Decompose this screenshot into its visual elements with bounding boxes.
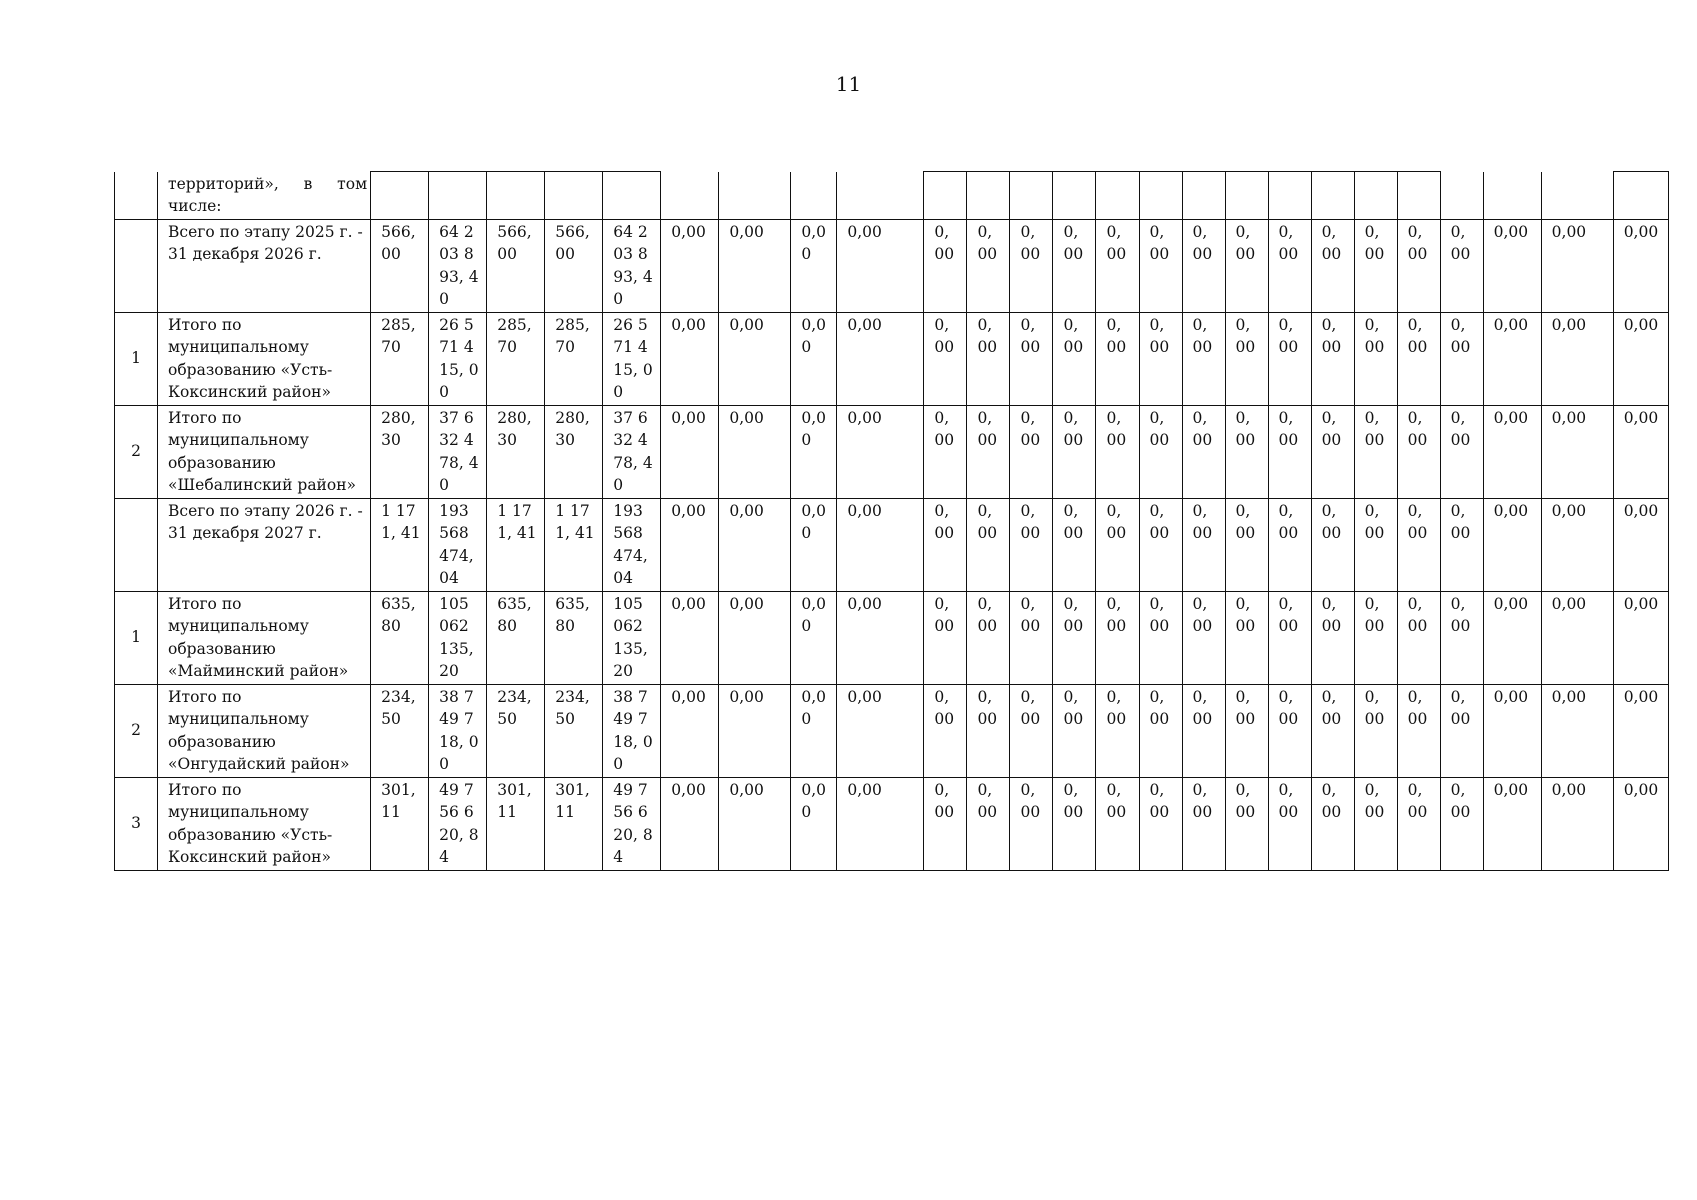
row-label-cell: территорий», в том числе: [158, 172, 371, 220]
amount-cell: 0, 00 [1139, 591, 1182, 684]
amount-cell: 0, 00 [1354, 591, 1397, 684]
amount-cell: 0,0 0 [791, 312, 837, 405]
amount-cell: 193 568 474, 04 [429, 498, 487, 591]
amount-cell: 0, 00 [1311, 219, 1354, 312]
amount-cell: 0,0 0 [791, 405, 837, 498]
amount-cell: 0, 00 [1268, 405, 1311, 498]
amount-cell: 0, 00 [1139, 684, 1182, 777]
empty-cell [1268, 172, 1311, 220]
amount-cell: 0,00 [661, 219, 719, 312]
amount-cell: 0,00 [1541, 684, 1613, 777]
amount-cell: 38 749 718, 00 [429, 684, 487, 777]
amount-cell: 0, 00 [1440, 684, 1483, 777]
amount-cell: 0,00 [1483, 498, 1541, 591]
amount-cell: 0, 00 [1182, 219, 1225, 312]
empty-cell [791, 172, 837, 220]
empty-cell [429, 172, 487, 220]
amount-cell: 0, 00 [1096, 777, 1139, 870]
amount-cell: 0,00 [1483, 684, 1541, 777]
data-table [114, 171, 1669, 871]
amount-cell: 0, 00 [1440, 777, 1483, 870]
amount-cell: 280, 30 [371, 405, 429, 498]
amount-cell: 0,00 [719, 219, 791, 312]
table-row [115, 591, 1669, 684]
amount-cell: 0,00 [661, 591, 719, 684]
amount-cell: 0, 00 [1182, 591, 1225, 684]
amount-cell: 0,00 [837, 684, 924, 777]
amount-cell: 0, 00 [924, 498, 967, 591]
amount-cell: 0,00 [1541, 498, 1613, 591]
amount-cell: 105 062 135, 20 [603, 591, 661, 684]
amount-cell: 0,00 [661, 684, 719, 777]
amount-cell: 0, 00 [1182, 405, 1225, 498]
amount-cell: 0, 00 [1397, 777, 1440, 870]
amount-cell: 0, 00 [1354, 498, 1397, 591]
table-body [115, 172, 1669, 871]
amount-cell: 301, 11 [371, 777, 429, 870]
amount-cell: 0, 00 [1182, 777, 1225, 870]
amount-cell: 0,00 [661, 405, 719, 498]
amount-cell: 0, 00 [1010, 591, 1053, 684]
amount-cell: 0, 00 [1182, 684, 1225, 777]
empty-cell [661, 172, 719, 220]
table-row-continuation [115, 172, 1669, 220]
amount-cell: 0,0 0 [791, 777, 837, 870]
empty-cell [1354, 172, 1397, 220]
amount-cell: 49 756 620, 84 [429, 777, 487, 870]
amount-cell: 0,0 0 [791, 498, 837, 591]
amount-cell: 0, 00 [1096, 498, 1139, 591]
amount-cell: 0,00 [1613, 684, 1668, 777]
amount-cell: 0,0 0 [791, 219, 837, 312]
empty-cell [837, 172, 924, 220]
amount-cell: 0, 00 [1096, 684, 1139, 777]
empty-cell [1440, 172, 1483, 220]
amount-cell: 0, 00 [1010, 777, 1053, 870]
amount-cell: 0, 00 [1139, 498, 1182, 591]
amount-cell: 64 203 893, 40 [603, 219, 661, 312]
amount-cell: 0,00 [1541, 777, 1613, 870]
amount-cell: 0,00 [719, 777, 791, 870]
amount-cell: 0, 00 [1354, 405, 1397, 498]
amount-cell: 0, 00 [967, 219, 1010, 312]
amount-cell: 301, 11 [545, 777, 603, 870]
row-label-cell: Итого по муниципальному образованию «Майминский район» [158, 591, 371, 684]
empty-cell [1397, 172, 1440, 220]
empty-cell [1010, 172, 1053, 220]
amount-cell: 0,00 [837, 591, 924, 684]
amount-cell: 0,00 [1613, 777, 1668, 870]
amount-cell: 0, 00 [1010, 312, 1053, 405]
amount-cell: 0,00 [1541, 312, 1613, 405]
amount-cell: 0,00 [837, 405, 924, 498]
amount-cell: 0, 00 [1010, 405, 1053, 498]
amount-cell: 37 632 478, 40 [429, 405, 487, 498]
row-number-cell [115, 219, 158, 312]
amount-cell: 0,00 [719, 591, 791, 684]
page-number: 11 [835, 72, 862, 96]
amount-cell: 566, 00 [487, 219, 545, 312]
amount-cell: 193 568 474, 04 [603, 498, 661, 591]
amount-cell: 0, 00 [1311, 777, 1354, 870]
amount-cell: 0, 00 [1182, 312, 1225, 405]
amount-cell: 0,00 [1541, 591, 1613, 684]
amount-cell: 0, 00 [1397, 405, 1440, 498]
row-label-cell: Всего по этапу 2025 г. - 31 декабря 2026 г. [158, 219, 371, 312]
amount-cell: 1 171, 41 [487, 498, 545, 591]
amount-cell: 0,0 0 [791, 591, 837, 684]
amount-cell: 0, 00 [1397, 498, 1440, 591]
amount-cell: 0,00 [1483, 591, 1541, 684]
row-label-cell: Итого по муниципальному образованию «Усть-Коксинский район» [158, 777, 371, 870]
row-number-cell: 1 [115, 591, 158, 684]
amount-cell: 0, 00 [1397, 312, 1440, 405]
amount-cell: 0, 00 [1225, 591, 1268, 684]
amount-cell: 0, 00 [1311, 591, 1354, 684]
amount-cell: 0, 00 [1440, 219, 1483, 312]
empty-cell [924, 172, 967, 220]
amount-cell: 0, 00 [1096, 591, 1139, 684]
amount-cell: 0,0 0 [791, 684, 837, 777]
amount-cell: 0, 00 [1225, 684, 1268, 777]
amount-cell: 0,00 [837, 219, 924, 312]
amount-cell: 0, 00 [1354, 219, 1397, 312]
amount-cell: 0, 00 [1053, 684, 1096, 777]
amount-cell: 0, 00 [1268, 684, 1311, 777]
amount-cell: 285, 70 [371, 312, 429, 405]
amount-cell: 0, 00 [1225, 498, 1268, 591]
empty-cell [1225, 172, 1268, 220]
amount-cell: 1 171, 41 [545, 498, 603, 591]
amount-cell: 0, 00 [1440, 405, 1483, 498]
amount-cell: 0, 00 [1397, 684, 1440, 777]
amount-cell: 0, 00 [1010, 219, 1053, 312]
amount-cell: 0, 00 [924, 405, 967, 498]
amount-cell: 0, 00 [1268, 498, 1311, 591]
amount-cell: 0, 00 [924, 777, 967, 870]
amount-cell: 0, 00 [1053, 777, 1096, 870]
amount-cell: 0, 00 [1440, 312, 1483, 405]
amount-cell: 0,00 [1613, 312, 1668, 405]
row-number-cell: 2 [115, 405, 158, 498]
amount-cell: 0, 00 [1311, 405, 1354, 498]
empty-cell [1613, 172, 1668, 220]
amount-cell: 0,00 [661, 777, 719, 870]
amount-cell: 0, 00 [1139, 219, 1182, 312]
amount-cell: 0, 00 [1354, 312, 1397, 405]
amount-cell: 0, 00 [1268, 777, 1311, 870]
amount-cell: 0, 00 [1311, 684, 1354, 777]
amount-cell: 0, 00 [1440, 591, 1483, 684]
empty-cell [1311, 172, 1354, 220]
amount-cell: 0, 00 [1053, 405, 1096, 498]
amount-cell: 0,00 [719, 312, 791, 405]
amount-cell: 0,00 [837, 777, 924, 870]
amount-cell: 0, 00 [924, 591, 967, 684]
empty-cell [719, 172, 791, 220]
empty-cell [487, 172, 545, 220]
amount-cell: 280, 30 [487, 405, 545, 498]
amount-cell: 37 632 478, 40 [603, 405, 661, 498]
amount-cell: 0,00 [1483, 405, 1541, 498]
amount-cell: 234, 50 [487, 684, 545, 777]
amount-cell: 635, 80 [487, 591, 545, 684]
amount-cell: 0,00 [1613, 591, 1668, 684]
amount-cell: 64 203 893, 40 [429, 219, 487, 312]
amount-cell: 0,00 [1483, 219, 1541, 312]
amount-cell: 0,00 [837, 312, 924, 405]
empty-cell [371, 172, 429, 220]
amount-cell: 38 749 718, 00 [603, 684, 661, 777]
amount-cell: 0,00 [719, 405, 791, 498]
amount-cell: 566, 00 [371, 219, 429, 312]
amount-cell: 0,00 [1483, 312, 1541, 405]
empty-cell [1182, 172, 1225, 220]
amount-cell: 0, 00 [1354, 684, 1397, 777]
amount-cell: 0, 00 [1096, 219, 1139, 312]
amount-cell: 0, 00 [967, 312, 1010, 405]
amount-cell: 0, 00 [1096, 312, 1139, 405]
row-number-cell [115, 172, 158, 220]
amount-cell: 0, 00 [1053, 219, 1096, 312]
table-row [115, 219, 1669, 312]
amount-cell: 0, 00 [1096, 405, 1139, 498]
table-row [115, 405, 1669, 498]
table-row [115, 684, 1669, 777]
amount-cell: 0, 00 [1397, 591, 1440, 684]
row-label-cell: Итого по муниципальному образованию «Онгудайский район» [158, 684, 371, 777]
amount-cell: 0, 00 [1225, 405, 1268, 498]
amount-cell: 0, 00 [967, 405, 1010, 498]
amount-cell: 0, 00 [967, 684, 1010, 777]
amount-cell: 566, 00 [545, 219, 603, 312]
amount-cell: 0, 00 [1053, 312, 1096, 405]
amount-cell: 635, 80 [371, 591, 429, 684]
amount-cell: 0, 00 [967, 777, 1010, 870]
empty-cell [603, 172, 661, 220]
amount-cell: 0, 00 [1053, 498, 1096, 591]
amount-cell: 0,00 [1613, 405, 1668, 498]
amount-cell: 285, 70 [545, 312, 603, 405]
empty-cell [1139, 172, 1182, 220]
row-number-cell [115, 498, 158, 591]
amount-cell: 0, 00 [1311, 498, 1354, 591]
empty-cell [545, 172, 603, 220]
amount-cell: 0, 00 [1139, 777, 1182, 870]
amount-cell: 0,00 [719, 498, 791, 591]
amount-cell: 301, 11 [487, 777, 545, 870]
amount-cell: 0, 00 [1010, 684, 1053, 777]
amount-cell: 234, 50 [545, 684, 603, 777]
row-label-cell: Итого по муниципальному образованию «Шебалинский район» [158, 405, 371, 498]
amount-cell: 0, 00 [1182, 498, 1225, 591]
amount-cell: 0, 00 [1440, 498, 1483, 591]
amount-cell: 0, 00 [1268, 219, 1311, 312]
table-row [115, 312, 1669, 405]
amount-cell: 105 062 135, 20 [429, 591, 487, 684]
amount-cell: 0,00 [1483, 777, 1541, 870]
amount-cell: 0, 00 [1139, 405, 1182, 498]
amount-cell: 0,00 [837, 498, 924, 591]
amount-cell: 0, 00 [1268, 312, 1311, 405]
row-label-cell: Итого по муниципальному образованию «Усть-Коксинский район» [158, 312, 371, 405]
amount-cell: 0, 00 [1354, 777, 1397, 870]
table-row [115, 777, 1669, 870]
amount-cell: 0,00 [719, 684, 791, 777]
row-label-cell: Всего по этапу 2026 г. - 31 декабря 2027 г. [158, 498, 371, 591]
amount-cell: 635, 80 [545, 591, 603, 684]
empty-cell [1053, 172, 1096, 220]
amount-cell: 0, 00 [1010, 498, 1053, 591]
amount-cell: 0,00 [1541, 405, 1613, 498]
empty-cell [1096, 172, 1139, 220]
amount-cell: 0, 00 [924, 219, 967, 312]
amount-cell: 0,00 [1613, 219, 1668, 312]
amount-cell: 0, 00 [1397, 219, 1440, 312]
amount-cell: 0, 00 [967, 591, 1010, 684]
amount-cell: 0,00 [661, 498, 719, 591]
table-row [115, 498, 1669, 591]
amount-cell: 0, 00 [924, 312, 967, 405]
amount-cell: 280, 30 [545, 405, 603, 498]
amount-cell: 26 571 415, 00 [429, 312, 487, 405]
amount-cell: 0,00 [661, 312, 719, 405]
amount-cell: 1 171, 41 [371, 498, 429, 591]
amount-cell: 0,00 [1541, 219, 1613, 312]
row-number-cell: 2 [115, 684, 158, 777]
amount-cell: 26 571 415, 00 [603, 312, 661, 405]
amount-cell: 0, 00 [967, 498, 1010, 591]
amount-cell: 0, 00 [1225, 312, 1268, 405]
amount-cell: 285, 70 [487, 312, 545, 405]
amount-cell: 0, 00 [1268, 591, 1311, 684]
amount-cell: 49 756 620, 84 [603, 777, 661, 870]
amount-cell: 0, 00 [1311, 312, 1354, 405]
empty-cell [967, 172, 1010, 220]
amount-cell: 0, 00 [1225, 777, 1268, 870]
empty-cell [1483, 172, 1541, 220]
amount-cell: 0,00 [1613, 498, 1668, 591]
amount-cell: 0, 00 [1225, 219, 1268, 312]
amount-cell: 0, 00 [1053, 591, 1096, 684]
amount-cell: 0, 00 [1139, 312, 1182, 405]
empty-cell [1541, 172, 1613, 220]
row-number-cell: 3 [115, 777, 158, 870]
amount-cell: 234, 50 [371, 684, 429, 777]
row-number-cell: 1 [115, 312, 158, 405]
amount-cell: 0, 00 [924, 684, 967, 777]
